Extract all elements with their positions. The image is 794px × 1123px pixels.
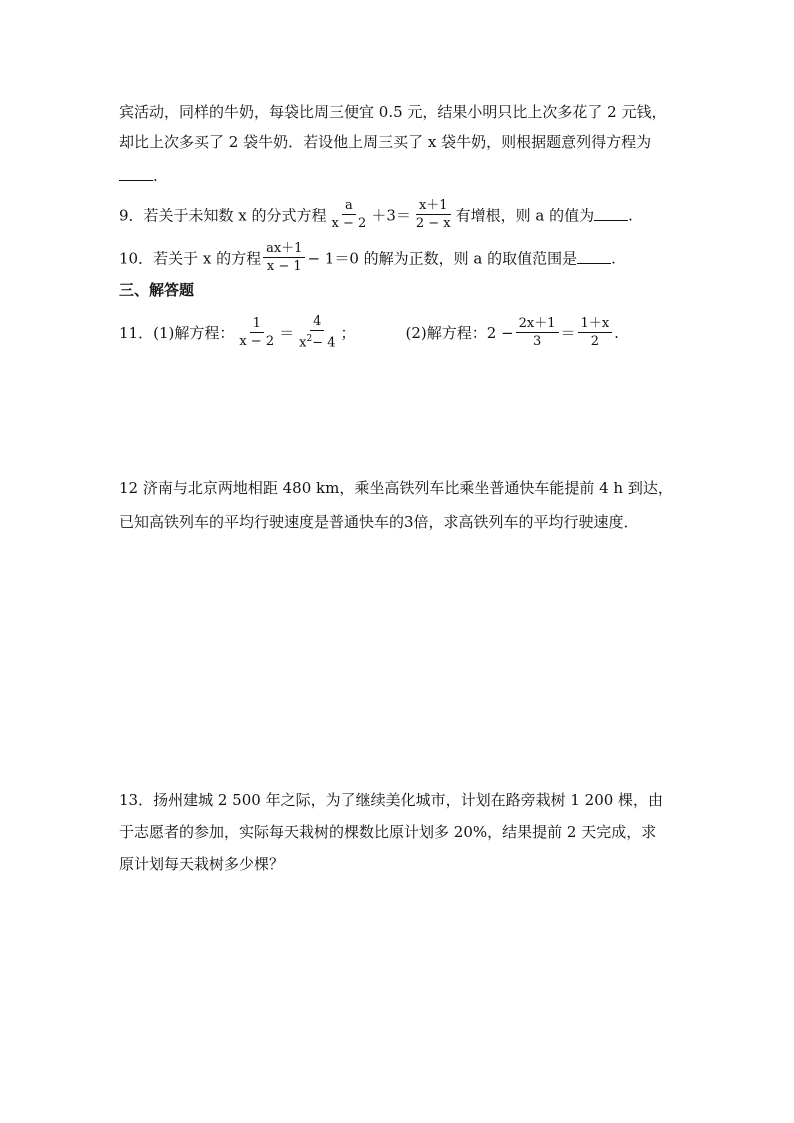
q11: 11．(1)解方程： $\frac{1}{x - 2}$ ＝ $\frac{4}{x^2- 4}$ ； (2)解方程：2 − $\frac{2x+1}{3}$ ＝ $\frac{1+x}{2}$ . bbox=[119, 314, 619, 351]
answer-blank bbox=[594, 206, 628, 221]
q11-p1-fraction-1: $\frac{1}{x - 2}$ bbox=[239, 315, 275, 349]
q8-line-1: 宾活动，同样的牛奶，每袋比周三便宜 0.5 元，结果小明只比上次多花了 2 元钱， bbox=[119, 103, 667, 121]
q9-fraction-1: $\frac{a}{x - 2}$ bbox=[331, 198, 367, 231]
q11-p2-fraction-1: $\frac{2x+1}{3}$ bbox=[516, 316, 559, 349]
q12-line-2: 已知高铁列车的平均行驶速度是普通快车的3倍，求高铁列车的平均行驶速度． bbox=[119, 513, 639, 531]
q10-fraction: $\frac{ax+1}{x - 1}$ bbox=[263, 241, 305, 274]
q10: 10．若关于 x 的方程 $\frac{ax+1}{x - 1}$ − 1＝0 的解为正数，则 a 的取值范围是 . bbox=[119, 241, 616, 274]
answer-blank bbox=[577, 249, 611, 264]
q12-line-1: 12 济南与北京两地相距 480 km，乘坐高铁列车比乘坐普通快车能提前 4 h 到达， bbox=[119, 479, 673, 497]
q11-p2-fraction-2: $\frac{1+x}{2}$ bbox=[578, 316, 613, 349]
q13-line-3: 原计划每天栽树多少棵？ bbox=[119, 855, 285, 873]
q13-line-2: 于志愿者的参加，实际每天栽树的棵数比原计划多 20%，结果提前 2 天完成，求 bbox=[119, 823, 657, 841]
q8-line-2: 却比上次多买了 2 袋牛奶．若设他上周三买了 x 袋牛奶，则根据题意列得方程为 bbox=[119, 133, 652, 151]
q11-prefix: 11．(1)解方程： bbox=[119, 324, 235, 343]
answer-blank bbox=[119, 166, 153, 181]
q9-prefix: 9．若关于未知数 x 的分式方程 bbox=[119, 206, 327, 225]
q11-p1-fraction-2: $\frac{4}{x^2- 4}$ bbox=[299, 314, 336, 351]
q10-prefix: 10．若关于 x 的方程 bbox=[119, 249, 262, 268]
q9: 9．若关于未知数 x 的分式方程 $\frac{a}{x - 2}$ ＋3＝ $\frac{x+1}{2 - x}$ 有增根，则 a 的值为 . bbox=[119, 198, 633, 231]
q9-fraction-2: $\frac{x+1}{2 - x}$ bbox=[415, 198, 451, 231]
q8-line-3: . bbox=[119, 166, 158, 186]
q11-part2-prefix: (2)解方程：2 − bbox=[405, 324, 514, 343]
section-title: 三、解答题 bbox=[119, 281, 195, 299]
q13-line-1: 13．扬州建城 2 500 年之际，为了继续美化城市，计划在路旁栽树 1 200 棵，由 bbox=[119, 791, 664, 809]
